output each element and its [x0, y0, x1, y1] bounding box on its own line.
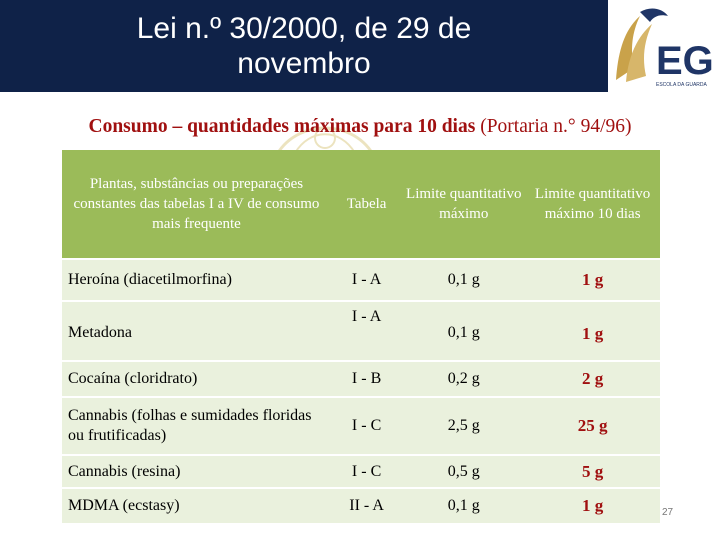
cell-limite-10-dias: 2 g: [525, 361, 660, 397]
cell-tabela: I - A: [331, 259, 402, 301]
cell-substance: MDMA (ecstasy): [62, 488, 331, 523]
cell-tabela: II - A: [331, 488, 402, 523]
cell-substance: Cannabis (resina): [62, 455, 331, 488]
cell-limite: 0,1 g: [402, 259, 525, 301]
logo-text: EG: [656, 39, 714, 83]
cell-substance: Metadona: [62, 301, 331, 361]
cell-limite: 2,5 g: [402, 397, 525, 455]
table-header-row: [62, 150, 660, 259]
table-row: [62, 488, 660, 523]
page-number: 27: [662, 507, 674, 518]
table-row: [62, 361, 660, 397]
table-row: [62, 259, 660, 301]
table-row: [62, 301, 660, 361]
cell-limite: 0,1 g: [402, 301, 525, 361]
cell-limite-10-dias: 1 g: [525, 301, 660, 361]
cell-substance: Cocaína (cloridrato): [62, 361, 331, 397]
header-limite: Limite quantitativo máximo: [402, 150, 525, 259]
title-line-2: novembro: [237, 47, 371, 80]
limits-table: [62, 150, 660, 523]
logo-small-text: ESCOLA DA GUARDA: [656, 82, 707, 88]
slide-subtitle: [0, 116, 720, 138]
header-limite-10-dias: Limite quantitativo máximo 10 dias: [525, 150, 660, 259]
table-row: [62, 455, 660, 488]
cell-tabela: I - B: [331, 361, 402, 397]
eg-logo: [610, 2, 720, 90]
cell-tabela: I - A: [331, 301, 402, 361]
header-substance: Plantas, substâncias ou preparações constantes das tabelas I a IV de consumo mais frequente: [62, 150, 331, 259]
subtitle-main: Consumo – quantidades máximas para 10 dias: [88, 116, 476, 137]
cell-limite: 0,1 g: [402, 488, 525, 523]
cell-substance: Cannabis (folhas e sumidades floridas ou frutificadas): [62, 397, 331, 455]
cell-limite-10-dias: 1 g: [525, 488, 660, 523]
cell-limite: 0,5 g: [402, 455, 525, 488]
cell-limite: 0,2 g: [402, 361, 525, 397]
header-tabela: Tabela: [331, 150, 402, 259]
cell-limite-10-dias: 25 g: [525, 397, 660, 455]
title-line-1: Lei n.º 30/2000, de 29 de: [136, 12, 472, 45]
cell-tabela: I - C: [331, 397, 402, 455]
cell-limite-10-dias: 5 g: [525, 455, 660, 488]
cell-substance: Heroína (diacetilmorfina): [62, 259, 331, 301]
table-row: [62, 397, 660, 455]
slide-header: [0, 0, 720, 92]
cell-limite-10-dias: 1 g: [525, 259, 660, 301]
slide-title: [0, 0, 608, 92]
cell-tabela: I - C: [331, 455, 402, 488]
subtitle-reference: (Portaria n.° 94/96): [475, 116, 632, 137]
